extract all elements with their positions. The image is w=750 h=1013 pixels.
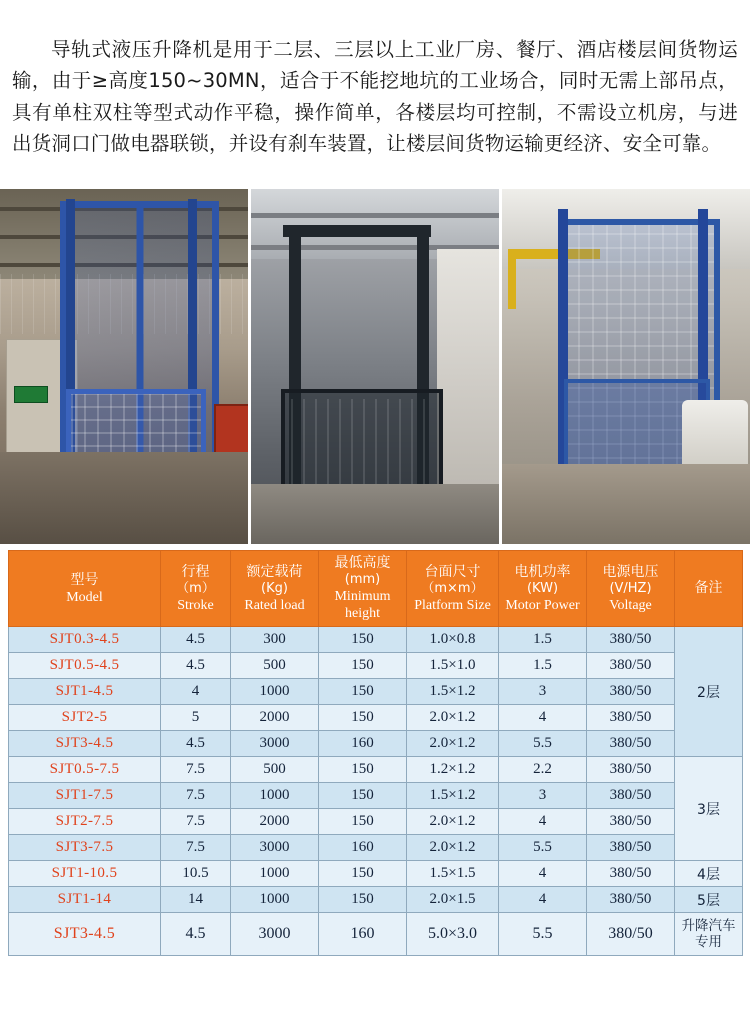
cell-power: 3 [499,679,587,705]
header-unit: (V/HZ) [609,580,652,596]
table-row [9,705,743,731]
cell-model: SJT2-5 [9,705,161,731]
cell-load: 3000 [231,913,319,956]
table-row [9,679,743,705]
cell-height: 150 [319,757,407,783]
table-row [9,835,743,861]
top-cross-bar [283,225,431,237]
cell-height: 150 [319,653,407,679]
cell-height: 160 [319,731,407,757]
cell-size: 1.5×1.2 [407,679,499,705]
white-sack [682,400,748,470]
cell-stroke: 4.5 [161,731,231,757]
cell-voltage: 380/50 [587,835,675,861]
header-row [9,551,743,627]
cell-load: 1000 [231,783,319,809]
table-row [9,653,743,679]
cell-size: 1.5×1.5 [407,861,499,887]
table-row [9,757,743,783]
cell-voltage: 380/50 [587,861,675,887]
floor [0,452,248,544]
header-en: Stroke [177,597,214,613]
cell-stroke: 7.5 [161,783,231,809]
cell-power: 5.5 [499,835,587,861]
cell-voltage: 380/50 [587,809,675,835]
cell-load: 1000 [231,861,319,887]
cell-model: SJT1-4.5 [9,679,161,705]
column-header-rated-load [231,551,319,627]
header-unit: (KW) [526,580,559,596]
cell-load: 1000 [231,887,319,913]
table-row [9,783,743,809]
floor [502,464,750,544]
cell-stroke: 7.5 [161,809,231,835]
floor [251,484,499,544]
cell-stroke: 4.5 [161,627,231,653]
header-cn: 行程 [181,563,210,580]
column-header-platform-size [407,551,499,627]
header-cn: 型号 [70,571,99,588]
cell-height: 150 [319,783,407,809]
white-wall [437,249,499,489]
cell-power: 1.5 [499,627,587,653]
cell-load: 1000 [231,679,319,705]
cell-power: 4 [499,705,587,731]
cell-size: 2.0×1.2 [407,705,499,731]
cell-height: 160 [319,835,407,861]
table-row [9,887,743,913]
cell-model: SJT3-4.5 [9,731,161,757]
cell-voltage: 380/50 [587,627,675,653]
table-row [9,731,743,757]
column-header-voltage [587,551,675,627]
cell-height: 150 [319,887,407,913]
table-row [9,913,743,956]
cell-load: 500 [231,757,319,783]
cell-stroke: 4.5 [161,913,231,956]
cell-model: SJT0.3-4.5 [9,627,161,653]
lift-platform [281,389,443,499]
cell-model: SJT0.5-7.5 [9,757,161,783]
cell-stroke: 7.5 [161,757,231,783]
specification-table [8,550,743,956]
cell-size: 2.0×1.2 [407,809,499,835]
cell-voltage: 380/50 [587,783,675,809]
header-en: Minimum height [334,589,391,622]
cell-voltage: 380/50 [587,679,675,705]
header-unit: （m） [176,580,215,596]
column-header-motor-power [499,551,587,627]
header-cn: 电机功率 [514,563,571,580]
header-en: Platform Size [414,597,491,613]
header-en: Rated load [244,597,305,613]
photo-dark-frame-lift [251,189,499,544]
cell-model: SJT1-7.5 [9,783,161,809]
cell-power: 4 [499,861,587,887]
photo-blue-lift-workshop [0,189,248,544]
cell-voltage: 380/50 [587,913,675,956]
header-unit: (mm) [344,572,381,588]
cell-load: 3000 [231,731,319,757]
cell-power: 2.2 [499,757,587,783]
cell-voltage: 380/50 [587,731,675,757]
cell-voltage: 380/50 [587,887,675,913]
column-header-model [9,551,161,627]
green-sign [14,386,48,403]
cell-stroke: 4 [161,679,231,705]
cell-power: 1.5 [499,653,587,679]
cell-size: 1.5×1.0 [407,653,499,679]
table-header [9,551,743,627]
cell-stroke: 7.5 [161,835,231,861]
cell-height: 150 [319,809,407,835]
column-header-remark [675,551,743,627]
intro-paragraph: 导轨式液压升降机是用于二层、三层以上工业厂房、餐厅、酒店楼层间货物运输，由于≥高度150~30MN，适合于不能挖地坑的工业场合，同时无需上部吊点，具有单柱双柱等型式动作平稳，操作简单，各楼层均可控制，不需设立机房，与进出货洞口门做电器联锁，并设有刹车装置，让楼层间货物运输更经济、安全可靠。 [12,37,738,156]
cell-remark: 2层 [675,627,743,757]
cell-model: SJT2-7.5 [9,809,161,835]
cell-size: 2.0×1.5 [407,887,499,913]
table-row [9,627,743,653]
cell-load: 2000 [231,809,319,835]
cell-voltage: 380/50 [587,653,675,679]
table-body [9,627,743,956]
cell-load: 300 [231,627,319,653]
cell-stroke: 4.5 [161,653,231,679]
cell-model: SJT1-10.5 [9,861,161,887]
cell-height: 150 [319,627,407,653]
cell-power: 4 [499,887,587,913]
cell-size: 5.0×3.0 [407,913,499,956]
header-en: Model [66,589,103,605]
cell-power: 4 [499,809,587,835]
cell-size: 1.0×0.8 [407,627,499,653]
cell-power: 3 [499,783,587,809]
cell-height: 160 [319,913,407,956]
header-en: Motor Power [505,597,580,613]
roof-beam [251,213,499,218]
cell-remark: 5层 [675,887,743,913]
column-header-minimum-height [319,551,407,627]
header-cn: 备注 [694,580,723,597]
photo-blue-cage-lift [502,189,750,544]
cell-size: 2.0×1.2 [407,731,499,757]
cell-power: 5.5 [499,913,587,956]
cell-size: 1.5×1.2 [407,783,499,809]
product-page [0,20,750,1013]
header-cn: 额定载荷 [246,563,303,580]
product-photo-strip [0,189,750,544]
header-en: Voltage [609,597,652,613]
table-row [9,809,743,835]
cell-power: 5.5 [499,731,587,757]
cell-voltage: 380/50 [587,705,675,731]
cell-height: 150 [319,679,407,705]
cell-model: SJT3-7.5 [9,835,161,861]
header-unit: (Kg) [261,580,288,596]
cell-model: SJT0.5-4.5 [9,653,161,679]
cell-remark: 4层 [675,861,743,887]
header-cn: 电源电压 [602,563,659,580]
cell-voltage: 380/50 [587,757,675,783]
yellow-railing-post [508,249,516,309]
header-unit: （m×m） [421,580,484,596]
cell-stroke: 14 [161,887,231,913]
cell-model: SJT1-14 [9,887,161,913]
cell-height: 150 [319,861,407,887]
cell-stroke: 5 [161,705,231,731]
cell-remark: 升降汽车专用 [675,913,743,956]
cell-model: SJT3-4.5 [9,913,161,956]
cell-load: 3000 [231,835,319,861]
cell-load: 2000 [231,705,319,731]
cell-height: 150 [319,705,407,731]
cell-size: 1.2×1.2 [407,757,499,783]
cell-size: 2.0×1.2 [407,835,499,861]
cell-stroke: 10.5 [161,861,231,887]
table-row [9,861,743,887]
header-cn: 最低高度 [334,555,391,572]
cell-remark: 3层 [675,757,743,861]
cell-load: 500 [231,653,319,679]
header-cn: 台面尺寸 [424,563,481,580]
column-header-stroke [161,551,231,627]
